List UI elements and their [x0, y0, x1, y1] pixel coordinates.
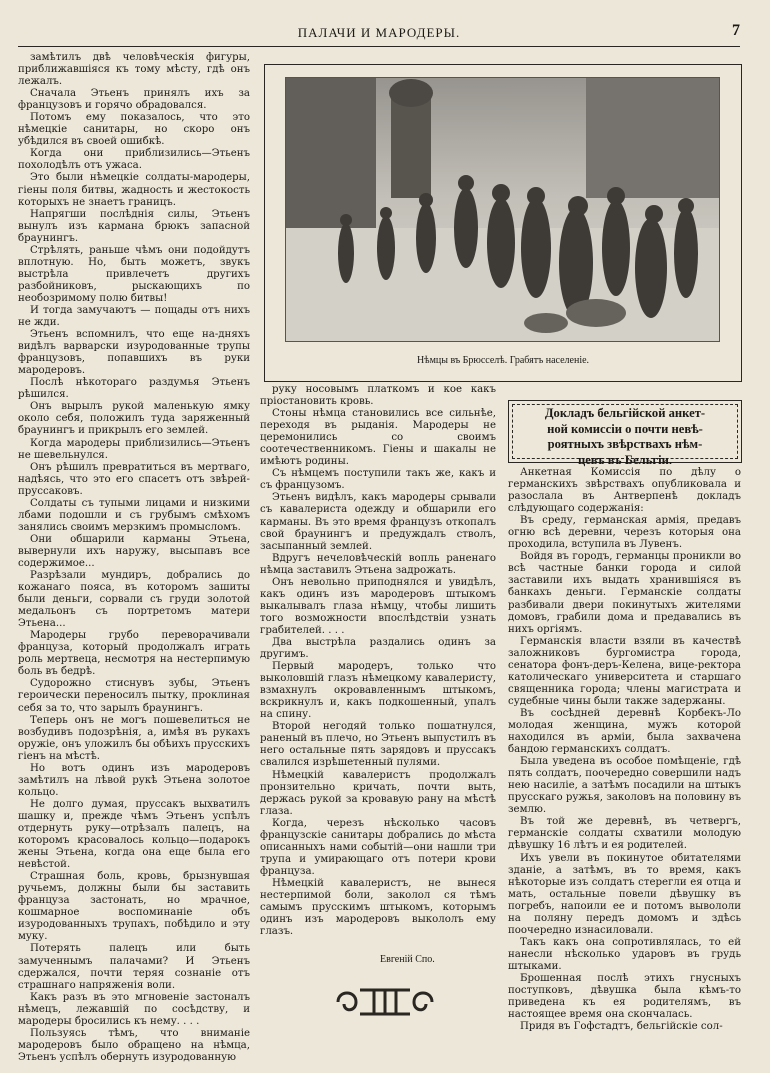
paragraph: Когда они приблизились—Этьенъ похолодѣлъ отъ ужаса. — [18, 148, 250, 172]
paragraph: Въ сосѣдней деревнѣ Корбекъ-Ло молодая женщина, мужъ которой находился въ арміи, была захвачена бандою германскихъ солдатъ. — [508, 707, 741, 756]
decorative-ornament — [330, 984, 440, 1024]
heading-line: Докладъ бельгійской анкет- — [544, 406, 706, 420]
paragraph: Въ той же деревнѣ, въ четвергъ, германскіе солдаты схватили молодую дѣвушку 16 лѣтъ и ея родителей. — [508, 816, 741, 852]
paragraph: Онъ невольно приподнялся и увидѣлъ, какъ одинъ изъ мародеровъ штыкомъ выкалывалъ глаза нѣмцу, чтобы лишить того возможности впослѣдствіи узнать грабителей. . . . — [260, 576, 496, 636]
paragraph: Судорожно стиснувъ зубы, Этьенъ героически переносилъ пытку, проклиная себя за то, что зарылъ браунингъ. — [18, 678, 250, 714]
paragraph: Два выстрѣла раздались одинъ за другимъ. — [260, 636, 496, 661]
paragraph: Брошенная послѣ этихъ гнусныхъ поступковъ, дѣвушка была кѣмъ-то приведена къ ея родителямъ, въ настоящее время она скончалась. — [508, 972, 741, 1021]
article-heading — [511, 406, 739, 468]
paragraph: Этьенъ видѣлъ, какъ мародеры срывали съ кавалериста одежду и обшарили его карманы. Въ это время французъ откопалъ свой браунингъ и предуждалъ стволъ, засыпанный землей. — [260, 492, 496, 552]
paragraph: Германскія власти взяли въ качествѣ заложниковъ бургомистра города, сенатора фонъ-деръ-Келена, вице-ректора католическаго университета и старшаго священника города; члены магистрата и судебные чины были также задержаны. — [508, 635, 741, 707]
paragraph: Это были нѣмецкіе солдаты-мародеры, гіены поля битвы, жадность и жестокость которыхъ не знаетъ границъ. — [18, 172, 250, 208]
paragraph: Такъ какъ она сопротивлялась, то ей нанесли нѣсколько ударовъ въ грудь штыками. — [508, 936, 741, 972]
paragraph: Солдаты съ тупыми лицами и низкими лбами подошли и съ грубымъ смѣхомъ занялись своимъ мерзкимъ промысломъ. — [18, 497, 250, 533]
paragraph: Стоны нѣмца становились все сильнѣе, переходя въ рыданія. Мародеры не церемонились со своимъ соотечественникомъ. Гіены и шакалы не имѣютъ родины. — [260, 408, 496, 468]
paragraph: Послѣ нѣкотораго раздумья Этьенъ рѣшился. — [18, 377, 250, 401]
heading-line: ной комиссіи о почти невѣ- — [547, 421, 703, 436]
paragraph: Анкетная Комиссія по дѣлу о германскихъ звѣрствахъ опубликовала и разослала въ Антверпенѣ докладъ слѣдующаго содержанія: — [508, 467, 741, 515]
paragraph: Придя въ Гофстадтъ, бельгійскіе сол- — [520, 1021, 723, 1033]
paragraph: Потомъ ему показалось, что это нѣмецкіе санитары, но скоро онъ убѣдился въ своей ошибкѣ. — [18, 112, 250, 148]
paragraph: Въ среду, германская армія, предавъ огню всѣ деревни, черезъ которыя она проходила, вступила въ Лувенъ. — [508, 515, 741, 551]
paragraph: И тогда замучаютъ — пощады отъ нихъ не жди. — [18, 304, 250, 329]
figure-caption: Нѣмцы въ Брюсселѣ. Грабятъ населеніе. — [416, 355, 590, 366]
paragraph: Онъ рѣшилъ превратиться въ мертваго, надѣясь, что это его спасетъ отъ звѣрей-пруссаковъ. — [18, 461, 250, 497]
paragraph: Не долго думая, пруссакъ выхватилъ шашку и, прежде чѣмъ Этьенъ успѣлъ отдернуть руку—отрѣзалъ палецъ, на которомъ красовалось кольцо—подарокъ жены Этьена, когда она еще была его невѣстой. — [18, 798, 250, 871]
photo-germans-in-brussels — [285, 77, 720, 342]
author-signature: Евгеній Спо. — [380, 954, 435, 965]
engraving-image — [286, 78, 719, 341]
page-number: 7 — [732, 22, 740, 39]
paragraph: руку носовымъ платкомъ и кое какъ пріостановить кровь. — [260, 384, 496, 408]
running-title: ПАЛАЧИ И МАРОДЕРЫ. — [297, 25, 461, 40]
column-middle — [260, 384, 496, 938]
paragraph: Но вотъ одинъ изъ мародеровъ замѣтилъ на лѣвой рукѣ Этьена золотое кольцо. — [18, 762, 250, 798]
paragraph: Страшная боль, кровь, брызнувшая ручьемъ, должны были бы заставить француза застонать, но мрачное, кошмарное воспоминаніе объ изуродованныхъ трупахъ, побѣдило и эту муку. — [18, 871, 250, 943]
heading-line: цевъ въ Бельгіи. — [577, 452, 673, 467]
paragraph: Разрѣзали мундиръ, добрались до кожанаго пояса, въ которомъ зашиты были деньги, сорвали съ груди золотой медальонъ съ портретомъ матери Этьена... — [18, 570, 250, 630]
paragraph: Была уведена въ особое помѣщеніе, гдѣ пять солдатъ, поочередно совершили надъ нею насиліе, а затѣмъ посадили на штыкъ прусскаго ружья, заколовъ на половину въ землю. — [508, 756, 741, 816]
paragraph: Нѣмецкій кавалеристъ продолжалъ пронзительно кричать, почти выть, держась рукой за кровавую рану на мѣстѣ глаза. — [260, 769, 496, 817]
ornament-icon — [330, 984, 440, 1020]
paragraph: Какъ разъ въ это мгновеніе застоналъ нѣмецъ, лежавшій по сосѣдству, и мародеры бросились къ нему. . . . — [18, 991, 250, 1027]
paragraph: Потерять палецъ или быть замученнымъ палачами? И Этьенъ сдержался, почти теряя сознаніе отъ страшнаго напряженія воли. — [18, 943, 250, 991]
page-header — [18, 22, 740, 47]
paragraph: Второй негодяй только пошатнулся, раненый въ плечо, но Этьенъ выпустилъ въ него остальные пять зарядовъ и пруссакъ свалился изрѣшетенный пулями. — [260, 721, 496, 769]
paragraph: Они обшарили карманы Этьена, вывернули ихъ наружу, высыпавъ все содержимое... — [18, 533, 250, 569]
paragraph: Первый мародеръ, только что выколовшій глазъ нѣмецкому кавалеристу, взмахнулъ окровавленнымъ штыкомъ, вскрикнулъ и, какъ подкошенный, упалъ на спину. — [260, 661, 496, 721]
paragraph: Онъ вырылъ рукой маленькую ямку около себя, положилъ туда заряженный браунингъ и прикрылъ его землей. — [18, 401, 250, 437]
illustration-frame — [264, 64, 742, 382]
paragraph: Войдя въ городъ, германцы проникли во всѣ частные банки города и силой заставили ихъ выдать хранившіяся въ банкахъ деньги. Германскіе солдаты разбивали двери покинутыхъ жителями домовъ, грабили дома и предавались въ нихъ оргіямъ. — [508, 551, 741, 635]
paragraph: замѣтилъ двѣ человѣческія фигуры, приближавшіяся къ тому мѣсту, гдѣ онъ лежалъ. — [18, 52, 250, 88]
column-right — [508, 467, 741, 1033]
column-left — [18, 52, 250, 1064]
paragraph: Съ нѣмцемъ поступили такъ же, какъ и съ французомъ. — [260, 468, 496, 492]
paragraph: Мародеры грубо переворачивали француза, который продолжалъ играть роль мертвеца, несмотря на нестерпимую боль въ бедрѣ. — [18, 630, 250, 678]
paragraph: Сначала Этьенъ принялъ ихъ за французовъ и горячо обрадовался. — [18, 88, 250, 112]
paragraph: Напрягши послѣднія силы, Этьенъ вынулъ изъ кармана брюкъ запасной браунингъ. — [18, 208, 250, 244]
article-heading-box — [508, 400, 742, 467]
paragraph: Ихъ увели въ покинутое обитателями зданіе, а затѣмъ, въ то время, какъ нѣкоторые изъ солдатъ стерегли ея отца и мать, остальные повели дѣвушку въ погребъ, напоили ее и потомъ вывололи на поляну передъ домомъ и здѣсь поочередно изнасиловали. — [508, 852, 741, 936]
paragraph: Нѣмецкій кавалеристъ, не вынеся нестерпимой боли, заколол ся тѣмъ самымъ прусскимъ штыкомъ, которымъ одинъ изъ мародеровъ выкололъ ему глазъ. — [260, 877, 496, 938]
paragraph: Пользуясь тѣмъ, что вниманіе мародеровъ было обращено на нѣмца, Этьенъ успѣлъ обернуть изуродованную — [18, 1027, 250, 1063]
paragraph: Этьенъ вспомнилъ, что еще на-дняхъ видѣлъ варварски изуродованные трупы французовъ, попавшихъ въ руки мародеровъ. — [18, 329, 250, 377]
heading-line: роятныхъ звѣрствахъ нѣм- — [547, 437, 703, 451]
paragraph: Теперь онъ не могъ пошевелиться не возбудивъ подозрѣнія, а, имѣя въ рукахъ оружіе, онъ уложилъ бы обѣихъ прусскихъ гіенъ на мѣстѣ. — [18, 714, 250, 762]
paragraph: Когда мародеры приблизились—Этьенъ не шевельнулся. — [18, 437, 250, 461]
paragraph: Когда, черезъ нѣсколько часовъ французскіе санитары добрались до мѣста описанныхъ нами событій—они нашли три трупа и умирающаго отъ потери крови француза. — [260, 817, 496, 877]
paragraph: Стрѣлять, раньше чѣмъ они подойдутъ вплотную. Но, быть можетъ, звукъ выстрѣла привлечетъ другихъ разбойниковъ, рыскающихъ по необозримому полю битвы! — [18, 244, 250, 304]
paragraph: Вдругъ нечеловѣческій вопль раненаго нѣмца заставилъ Этьена задрожать. — [260, 552, 496, 576]
